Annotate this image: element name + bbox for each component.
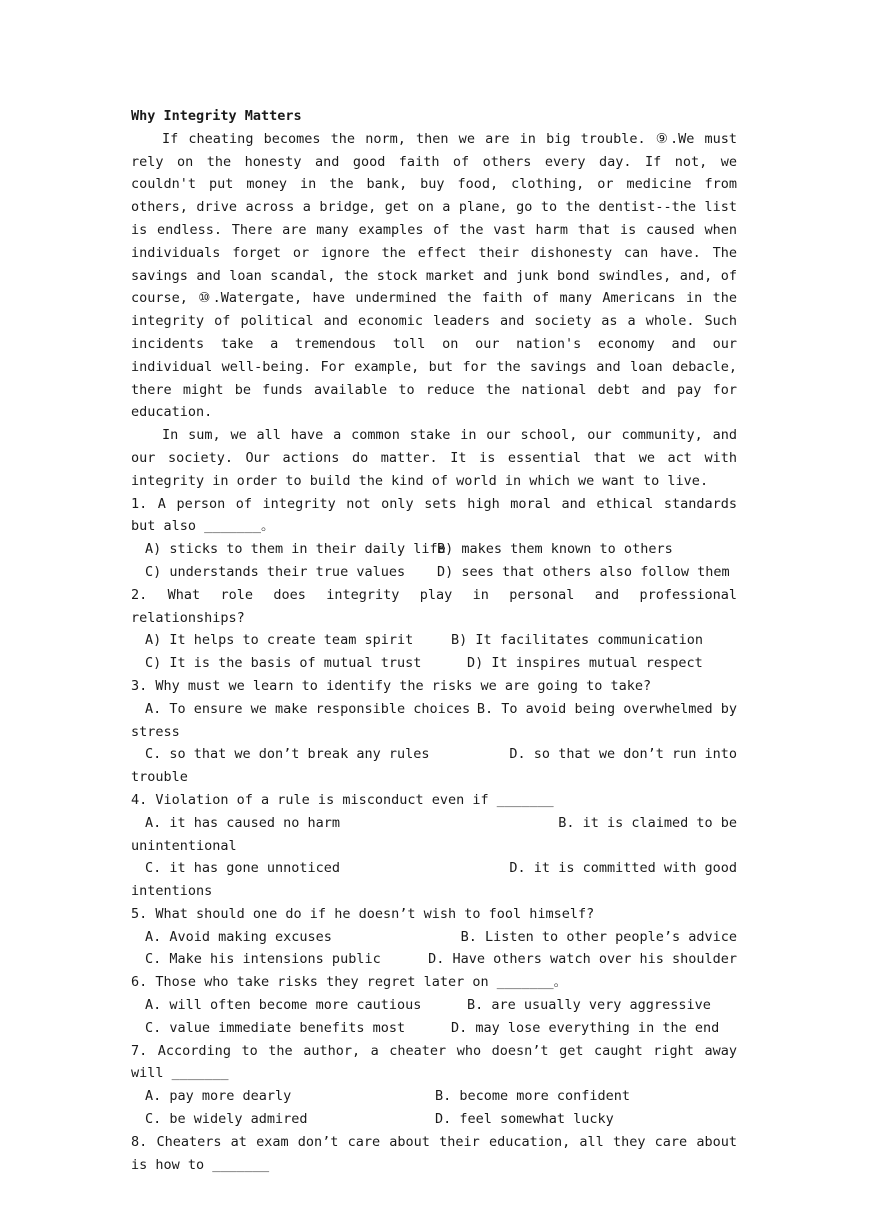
option-d: D. feel somewhat lucky — [435, 1111, 614, 1128]
question-1 — [131, 493, 737, 584]
option-c: C. be widely admired — [145, 1111, 308, 1128]
option-b-continuation: unintentional — [131, 837, 237, 854]
article-title: Why Integrity Matters — [131, 108, 302, 124]
option-a: A) sticks to them in their daily life — [145, 541, 446, 558]
option-a: A) It helps to create team spirit — [145, 632, 414, 649]
option-b: B. Listen to other people’s advice — [460, 928, 737, 945]
option-row — [131, 561, 737, 584]
option-b: B) It facilitates communication — [451, 632, 703, 649]
document-page — [131, 105, 737, 1176]
option-c: C) understands their true values — [145, 563, 406, 580]
question-3 — [131, 675, 737, 789]
option-row — [131, 743, 737, 766]
option-a: A. will often become more cautious — [145, 997, 422, 1014]
article-paragraph-1: If cheating becomes the norm, then we are in big trouble. ⑨.We must rely on the honesty and good faith of others every day. If not, we couldn't put money in the bank, buy food, clothing, or medicine from others, drive across a bridge, get on a plane, go to the dentist--the list is endless. There are many examples of the vast harm that is caused when individuals forget or ignore the effect their dishonesty can have. The savings and loan scandal, the stock market and junk bond swindles, and, of course, ⑩.Watergate, have undermined the faith of many Americans in the integrity of political and economic leaders and society as a whole. Such incidents take a tremendous toll on our nation's economy and our individual well-being. For example, but for the savings and loan debacle, there might be funds available to reduce the national debt and pay for education. — [131, 130, 737, 421]
question-4 — [131, 789, 737, 903]
option-a: A. To ensure we make responsible choices — [145, 700, 471, 717]
option-c: C) It is the basis of mutual trust — [145, 655, 422, 672]
option-d: D. it is committed with good — [509, 860, 737, 877]
option-b: B. are usually very aggressive — [467, 997, 711, 1014]
question-5 — [131, 903, 737, 971]
option-row — [131, 812, 737, 835]
option-d: D) sees that others also follow them — [437, 563, 730, 580]
question-stem: 3. Why must we learn to identify the risks we are going to take? — [131, 677, 652, 694]
option-c: C. value immediate benefits most — [145, 1019, 406, 1036]
option-row — [131, 1017, 737, 1040]
question-8 — [131, 1131, 737, 1177]
option-d-continuation: intentions — [131, 883, 213, 900]
question-stem: 2. What role does integrity play in personal and professional relationships? — [131, 586, 737, 626]
question-stem: 6. Those who take risks they regret later on _______。 — [131, 974, 568, 991]
question-stem: 5. What should one do if he doesn’t wish to fool himself? — [131, 905, 595, 922]
option-row — [131, 652, 737, 675]
option-d: D. so that we don’t run into — [509, 746, 737, 763]
question-stem: 7. According to the author, a cheater who doesn’t get caught right away will _______ — [131, 1042, 737, 1082]
option-d: D. may lose everything in the end — [451, 1019, 720, 1036]
option-row — [131, 538, 737, 561]
question-stem: 4. Violation of a rule is misconduct even if _______ — [131, 791, 554, 808]
option-a: A. Avoid making excuses — [145, 928, 332, 945]
option-b: B. it is claimed to be — [558, 814, 737, 831]
question-stem: 8. Cheaters at exam don’t care about their education, all they care about is how to _______ — [131, 1133, 737, 1173]
option-b: B. become more confident — [435, 1088, 631, 1105]
option-row — [131, 948, 737, 971]
option-b: B) makes them known to others — [437, 541, 673, 558]
option-row — [131, 698, 737, 721]
option-row — [131, 1108, 737, 1131]
option-c: C. it has gone unnoticed — [145, 860, 341, 877]
option-d: D) It inspires mutual respect — [467, 655, 703, 672]
option-c: C. so that we don’t break any rules — [145, 746, 430, 763]
option-row — [131, 629, 737, 652]
option-d-continuation: trouble — [131, 769, 188, 786]
option-d: D. Have others watch over his shoulder — [428, 951, 737, 968]
option-b-continuation: stress — [131, 723, 180, 740]
article-paragraph-2: In sum, we all have a common stake in our school, our community, and our society. Our actions do matter. It is essential that we act with integrity in order to build the kind of world in which we want to live. — [131, 427, 737, 489]
question-stem: 1. A person of integrity not only sets high moral and ethical standards but also _______。 — [131, 495, 737, 535]
option-row — [131, 857, 737, 880]
option-row — [131, 1085, 737, 1108]
option-row — [131, 926, 737, 949]
question-2 — [131, 584, 737, 675]
question-7 — [131, 1040, 737, 1131]
option-c: C. Make his intensions public — [145, 951, 381, 968]
question-6 — [131, 971, 737, 1039]
option-b: B. To avoid being overwhelmed by — [476, 700, 737, 717]
option-row — [131, 994, 737, 1017]
option-a: A. it has caused no harm — [145, 814, 341, 831]
option-a: A. pay more dearly — [145, 1088, 292, 1105]
